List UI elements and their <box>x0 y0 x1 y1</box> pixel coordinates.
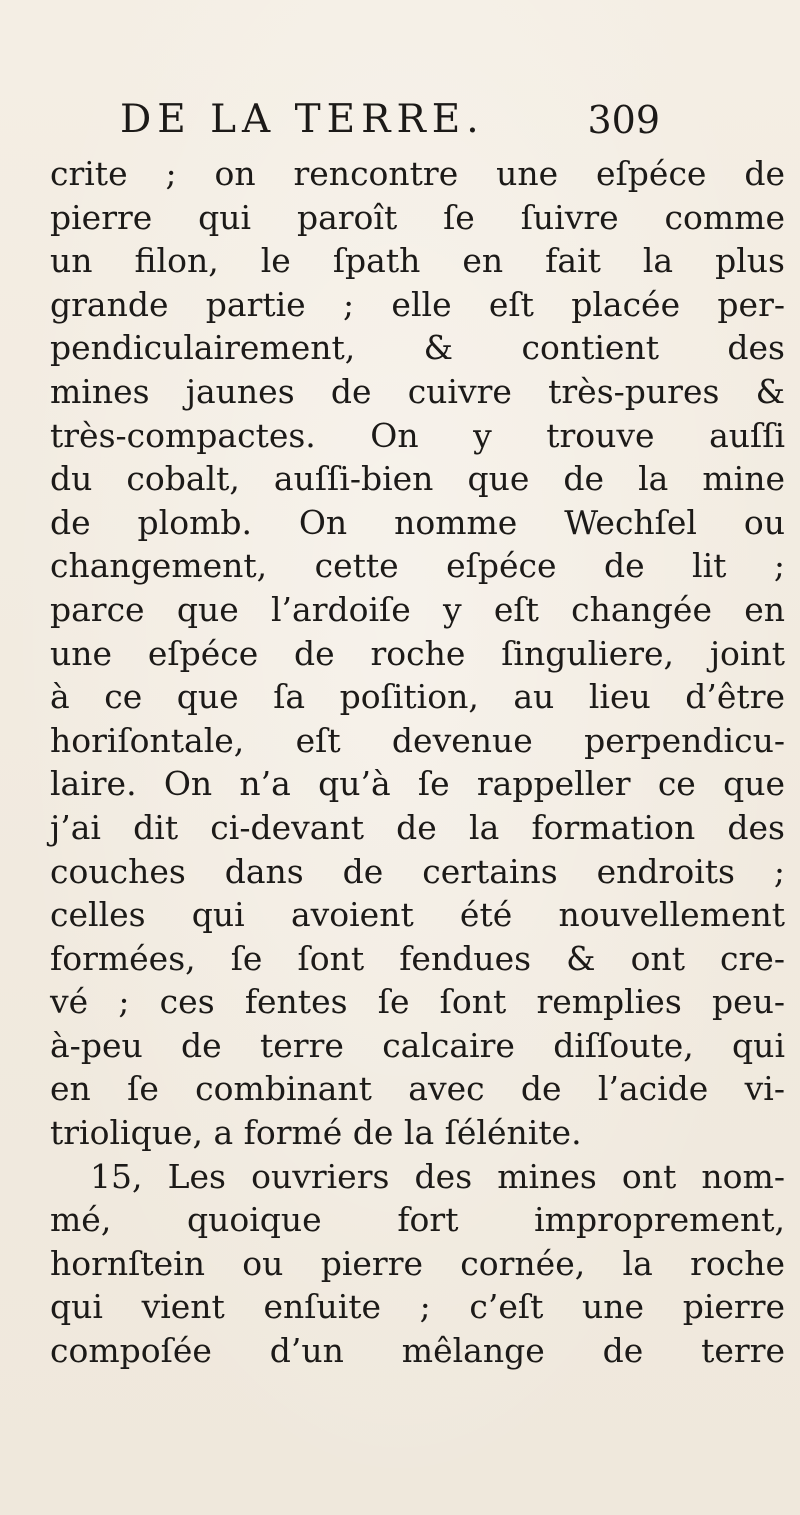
text-line: hornſtein ou pierre cornée, la roche <box>50 1243 785 1283</box>
text-line: vé ; ces fentes ſe ſont remplies peu- <box>50 982 785 1022</box>
text-line: compoſée d’un mêlange de terre <box>50 1331 785 1371</box>
page-number: 309 <box>587 98 660 142</box>
text-line: mines jaunes de cuivre très-pures & <box>50 371 785 411</box>
text-line: triolique, a formé de la ſélénite. <box>50 1113 582 1153</box>
text-line: à-peu de terre calcaire diſſoute, qui <box>50 1025 785 1065</box>
text-line: celles qui avoient été nouvellement <box>50 895 785 935</box>
text-line: mé, quoique fort improprement, <box>50 1200 785 1240</box>
text-line: qui vient enſuite ; c’eſt une pierre <box>50 1287 785 1327</box>
text-line: à ce que ſa poſition, au lieu d’être <box>50 677 785 717</box>
text-line: de plomb. On nomme Wechſel ou <box>50 502 785 542</box>
body-text <box>50 152 785 1373</box>
text-line: changement, cette eſpéce de lit ; <box>50 546 785 586</box>
text-line: j’ai dit ci-devant de la formation des <box>50 807 785 847</box>
text-line: formées, ſe ſont fendues & ont cre- <box>50 938 785 978</box>
text-line: 15, Les ouvriers des mines ont nom- <box>90 1156 785 1196</box>
text-line: un filon, le ſpath en fait la plus <box>50 241 785 281</box>
text-line: en ſe combinant avec de l’acide vi- <box>50 1069 785 1109</box>
text-line: une eſpéce de roche ſinguliere, joint <box>50 633 785 673</box>
text-line: horiſontale, eſt devenue perpendicu- <box>50 720 785 760</box>
text-line: parce que l’ardoiſe y eſt changée en <box>50 589 785 629</box>
running-head <box>120 95 660 145</box>
text-line: du cobalt, auſſi-bien que de la mine <box>50 459 785 499</box>
text-line: laire. On n’a qu’à ſe rappeller ce que <box>50 764 785 804</box>
running-title: DE LA TERRE. <box>120 97 485 142</box>
text-line: couches dans de certains endroits ; <box>50 851 785 891</box>
text-line: pendiculairement, & contient des <box>50 328 785 368</box>
text-line: crite ; on rencontre une eſpéce de <box>50 154 785 193</box>
text-line: pierre qui paroît ſe ſuivre comme <box>50 197 785 237</box>
text-line: très-compactes. On y trouve auſſi <box>50 415 785 455</box>
text-line: grande partie ; elle eſt placée per- <box>50 284 785 324</box>
